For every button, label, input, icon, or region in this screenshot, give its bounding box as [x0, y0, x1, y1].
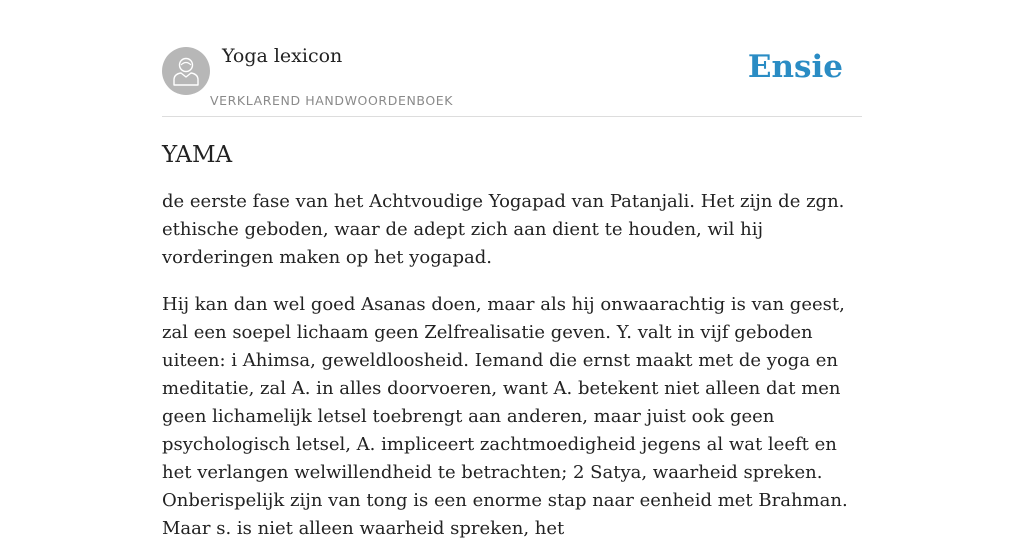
brand-logo[interactable]: Ensie: [747, 49, 843, 85]
avatar[interactable]: [162, 47, 210, 95]
entry-paragraph: Hij kan dan wel goed Asanas doen, maar als hij onwaarachtig is van geest, zal een soepel lichaam geen Zelfrealisatie geven. Y. valt in vijf geboden uiteen: i Ahimsa, geweldloosheid. Iemand die ernst maakt met de yoga en meditatie, zal A. in alles doorvoeren, want A. betekent niet alleen dat men geen lichamelijk letsel toebrengt aan anderen, maar juist ook geen psychologisch letsel, A. impliceert zachtmoedigheid jegens al wat leeft en het verlangen welwillendheid te betrachten; 2 Satya, waarheid spreken. Onberispelijk zijn van tong is een enorme stap naar eenheid met Brahman. Maar s. is niet alleen waarheid spreken, het: [162, 294, 848, 539]
entry-content: [162, 138, 866, 543]
lexicon-title[interactable]: Yoga lexicon: [222, 45, 343, 67]
entry-paragraph: de eerste fase van het Achtvoudige Yogapad van Patanjali. Het zijn de zgn. ethische geboden, waar de adept zich aan dient te houden, wil hij vorderingen maken op het yogapad.: [162, 191, 845, 268]
user-icon: [172, 56, 200, 86]
lexicon-subtitle: VERKLAREND HANDWOORDENBOEK: [210, 93, 454, 108]
site-header: [162, 0, 862, 117]
entry-headword: YAMA: [162, 142, 233, 168]
